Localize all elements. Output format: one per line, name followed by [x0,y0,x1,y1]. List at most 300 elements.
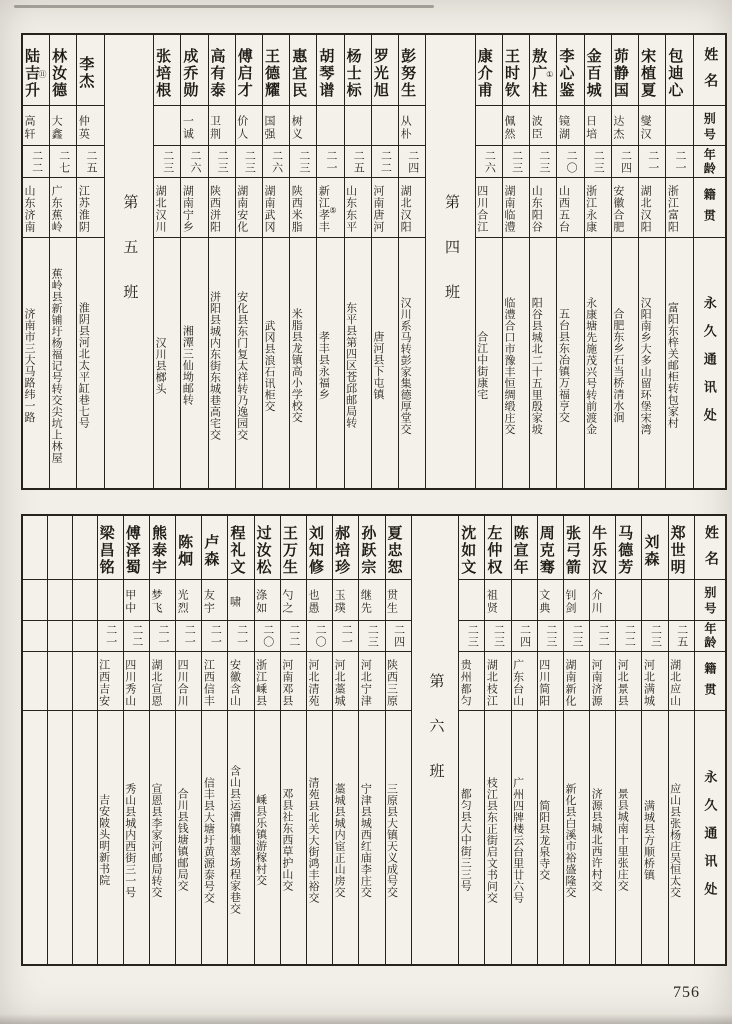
member-age: 二一 [104,624,117,648]
member-name: 王万生 [280,525,297,576]
member-address: 汉阳南乡大多山留环堡宋湾 [639,296,652,435]
empty-cell [48,580,72,621]
entry-column [358,516,384,964]
header-origin [695,652,725,711]
alias-cell [209,106,235,146]
member-name: 罗光旭 [371,47,388,99]
member-alias: 涤如 [254,589,267,615]
member-name: 熊泰宇 [149,525,166,576]
empty-cell [48,516,72,580]
entry-column [638,35,665,488]
age-cell [77,146,103,178]
member-origin: 山东济南 [22,185,35,233]
entry-column [208,35,235,488]
address-cell [538,711,563,964]
roster-table-lower [21,514,727,966]
member-name: 马德芳 [616,525,633,576]
member-name: 左仲权 [485,525,502,576]
entry-column [344,35,371,488]
origin-annotation-mark: ⑤ [328,205,338,215]
age-cell [98,621,123,652]
address-cell [307,711,332,964]
entry-column [262,35,289,488]
age-cell [538,621,563,652]
origin-cell [263,178,289,238]
origin-cell [459,652,484,711]
member-address: 简阳县龙泉寺交 [537,799,550,881]
address-cell [263,238,289,488]
member-age: 二三 [571,624,584,648]
entry-column [289,35,316,488]
member-name: 周克骞 [537,525,554,576]
member-address: 枝江县东正街启文书问交 [485,776,498,904]
alias-cell [181,106,207,146]
alias-cell [503,106,529,146]
origin-cell [281,652,306,711]
member-origin: 山西五台 [557,185,570,233]
member-origin: 安徽含山 [228,658,241,707]
member-name: 宋植夏 [639,47,656,99]
empty-cell [73,580,97,621]
member-address: 新化县白溪市裕盛隆交 [563,782,576,898]
member-age: 二三 [366,624,379,648]
origin-cell [317,178,343,238]
entry-column [23,35,49,488]
member-alias: 国强 [262,114,275,141]
member-address: 合川县钱塘镇邮局交 [176,788,189,892]
member-address: 济南市三大马路纬一路 [22,308,35,423]
member-address: 信丰县大塘圩黄源泰号交 [202,776,215,904]
member-address: 永康塘先施茂兴号转前渡金 [584,296,597,435]
class-label-column [425,35,475,488]
member-name: 傅泽蜀 [123,525,140,576]
age-cell [639,146,665,178]
member-origin: 广东台山 [511,658,524,707]
header-origin-label: 籍贯 [702,188,717,230]
empty-cell [73,516,97,580]
member-address: 合江中街康宅 [475,331,488,400]
member-address: 满城县方顺桥镇 [642,799,655,881]
class-label-cell [105,35,154,488]
alias-cell [150,580,175,621]
age-cell [50,146,76,178]
address-cell [77,238,103,488]
alias-cell [281,580,306,621]
age-cell [255,621,280,652]
member-name: 陆吉升 [22,47,39,99]
address-cell [669,711,694,964]
origin-cell [669,652,694,711]
member-origin: 湖北枝江 [485,658,498,707]
origin-cell [228,652,253,711]
member-alias: 贯生 [385,589,398,615]
age-cell [372,146,398,178]
member-age: 二三 [243,149,256,174]
class-label: 第六班 [427,672,444,808]
entry-column [584,35,611,488]
entry-column [201,516,227,964]
empty-column [72,516,97,964]
address-cell [642,711,667,964]
origin-cell [476,178,502,238]
age-cell [209,146,235,178]
member-origin: 河北景县 [616,658,629,707]
header-address-label: 永久通讯处 [702,770,718,910]
origin-cell [236,178,262,238]
member-origin: 湖南安化 [235,185,248,233]
address-cell [399,238,425,488]
header-column [693,35,725,488]
member-origin: 河北藁城 [333,658,346,707]
alias-cell [612,106,638,146]
member-origin: 江苏淮阴 [77,185,90,233]
origin-cell [386,652,411,711]
member-origin: 贵州都匀 [459,658,472,707]
origin-cell [154,178,180,238]
member-address: 五台县东冶镇万福亨交 [557,308,570,423]
entry-column [668,516,694,964]
member-name: 傅启才 [235,47,252,99]
member-origin: 河北宁津 [359,658,372,707]
age-cell [317,146,343,178]
origin-cell [538,652,563,711]
member-age: 二二 [30,149,43,174]
origin-cell [124,652,149,711]
member-address: 阳谷县城北二十五里殷家坡 [530,296,543,435]
member-address: 孝丰县永福乡 [317,331,330,400]
age-cell [666,146,692,178]
member-age: 二六 [483,149,496,174]
entry-column [502,35,529,488]
member-alias: 大鑫 [50,114,63,141]
member-alias: 祖贤 [485,589,498,615]
scan-artifact-top-edge [14,5,434,8]
member-alias: 光烈 [176,589,189,615]
member-age: 二三 [492,624,505,648]
header-alias [695,580,725,621]
entry-column [398,35,425,488]
member-name: 李杰 [77,56,94,90]
member-name: 康介甫 [475,47,492,99]
origin-cell [23,178,49,238]
alias-cell [585,106,611,146]
age-cell [345,146,371,178]
entry-column [180,35,207,488]
member-alias: 燮汉 [639,114,652,141]
alias-cell [263,106,289,146]
name-cell [476,35,502,106]
member-address: 都匀县大中街三三号 [459,788,472,892]
entry-column [332,516,358,964]
member-alias: 一诚 [181,114,194,141]
entry-column [484,516,510,964]
age-cell [459,621,484,652]
member-age: 二六 [270,149,283,174]
name-cell [612,35,638,106]
age-cell [485,621,510,652]
origin-cell [176,652,201,711]
address-cell [290,238,316,488]
name-cell [359,516,384,580]
member-alias: 树义 [290,114,303,141]
member-address: 临澧合口市豫丰恒绸缎庄交 [503,296,516,435]
member-alias: 也愚 [307,589,319,615]
address-cell [228,711,253,964]
alias-cell [616,580,641,621]
member-age: 二二 [597,624,610,648]
member-age: 二一 [157,624,170,648]
origin-cell [399,178,425,238]
entry-column [76,35,103,488]
member-alias: 介川 [590,589,603,615]
name-cell [50,35,76,106]
alias-cell [202,580,227,621]
member-address: 米脂县龙镇高小学校交 [290,308,303,423]
address-cell [23,238,49,488]
member-age: 二三 [466,624,479,648]
member-origin: 山东阳谷 [530,185,543,233]
name-cell [236,35,262,106]
name-cell [386,516,411,580]
origin-cell [181,178,207,238]
name-cell [345,35,371,106]
empty-column [23,516,47,964]
member-age: 二三 [544,624,557,648]
member-origin: 浙江富阳 [666,185,679,233]
alias-cell [317,106,343,146]
member-origin: 河南唐河 [371,185,384,233]
entry-column [49,35,76,488]
origin-cell [642,652,667,711]
member-age: 二〇 [261,624,274,648]
address-cell [503,238,529,488]
member-age: 二一 [673,149,686,174]
member-alias: 梦飞 [149,589,162,615]
age-cell [307,621,332,652]
member-address: 蕉岭县新铺圩杨福记号转交尖坑上林屋 [50,267,63,464]
member-origin: 四川合川 [176,658,189,707]
name-cell [209,35,235,106]
age-cell [202,621,227,652]
member-alias: 友宇 [202,589,215,615]
age-cell [181,146,207,178]
scan-artifact-bottom-edge [0,1014,732,1024]
name-annotation-mark: ⑪ [37,70,47,78]
member-name: 杨士标 [344,47,361,99]
header-address-label: 永久通讯处 [701,295,717,436]
entry-column [641,516,667,964]
member-age: 二二 [379,149,392,174]
member-age: 二一 [646,149,659,174]
name-cell [503,35,529,106]
member-age: 二〇 [314,624,327,648]
address-cell [154,238,180,488]
entry-column [475,35,502,488]
address-cell [345,238,371,488]
empty-cell [23,580,47,621]
age-cell [124,621,149,652]
age-cell [530,146,556,178]
name-annotation-mark: ① [545,69,555,79]
origin-cell [98,652,123,711]
name-cell [530,35,556,106]
class-label-cell [412,516,459,964]
class-label-column [104,35,154,488]
member-age: 二五 [352,149,365,174]
alias-cell [485,580,510,621]
header-name [694,35,725,106]
origin-cell [585,178,611,238]
member-age: 二四 [518,624,531,648]
member-alias: 勺之 [280,589,293,615]
entry-column [529,35,556,488]
empty-cell [73,621,97,652]
header-address [694,238,725,488]
member-age: 二二 [130,624,143,648]
address-cell [485,711,510,964]
alias-cell [154,106,180,146]
alias-cell [228,580,253,621]
member-origin: 湖北汉阳 [399,185,412,233]
origin-cell [557,178,583,238]
origin-cell [564,652,589,711]
address-cell [317,238,343,488]
entry-column [615,516,641,964]
member-alias: 从朴 [399,114,412,141]
member-alias: 甲中 [123,589,136,615]
alias-cell [639,106,665,146]
member-origin: 安徽合肥 [611,185,624,233]
member-age: 二四 [619,149,632,174]
alias-cell [345,106,371,146]
empty-cell [73,711,97,964]
address-cell [202,711,227,964]
origin-cell [50,178,76,238]
name-cell [263,35,289,106]
origin-cell [503,178,529,238]
entry-column [385,516,411,964]
member-origin: 浙江嵊县 [254,658,267,707]
origin-cell [77,178,103,238]
class-label-column [411,516,459,964]
header-age [694,146,725,178]
member-alias: 钊剑 [563,589,576,615]
header-column [694,516,725,964]
header-alias [694,106,725,146]
member-alias: 文典 [537,589,550,615]
member-name: 陈宣年 [511,525,528,576]
name-cell [585,35,611,106]
entry-column [563,516,589,964]
origin-cell [485,652,510,711]
member-name: 卢森 [202,533,219,568]
member-origin: 河南邓县 [280,658,293,707]
origin-cell [255,652,280,711]
member-name: 张培根 [154,47,171,99]
alias-cell [386,580,411,621]
member-name: 张弓箭 [563,525,580,576]
alias-cell [557,106,583,146]
member-name: 刘森 [642,533,659,568]
address-cell [209,238,235,488]
entry-column [611,35,638,488]
member-address: 淮阴县河北太平缸巷七号 [77,302,90,429]
name-cell [538,516,563,580]
origin-cell [616,652,641,711]
entry-column [235,35,262,488]
address-cell [386,711,411,964]
age-cell [512,621,537,652]
member-age: 二三 [592,149,605,174]
member-age: 二一 [340,624,353,648]
member-alias: 高轩 [22,114,35,141]
address-cell [512,711,537,964]
age-cell [386,621,411,652]
member-name: 牛乐汉 [590,525,607,576]
member-name: 敖广柱 [530,47,547,99]
member-alias: 价人 [235,114,248,141]
name-cell [557,35,583,106]
member-origin: 浙江永康 [584,185,597,233]
entry-column [316,35,343,488]
alias-cell [530,106,556,146]
alias-cell [669,580,694,621]
empty-cell [73,652,97,711]
member-origin: 湖北汉阳 [639,185,652,233]
member-name: 惠宜民 [290,47,307,99]
header-origin [694,178,725,238]
member-origin: 四川简阳 [537,658,550,707]
member-origin: 湖北宣恩 [149,658,162,707]
member-origin: 江西信丰 [202,658,215,707]
age-cell [150,621,175,652]
member-address: 武冈县浪石讯柜交 [262,319,275,412]
member-name: 高有泰 [208,47,225,99]
alias-cell [307,580,332,621]
address-cell [359,711,384,964]
empty-column [47,516,72,964]
entry-column [227,516,253,964]
address-cell [50,238,76,488]
alias-cell [590,580,615,621]
member-origin: 湖北汉川 [154,185,167,233]
header-alias-label: 别号 [702,586,717,618]
member-origin: 湖南临澧 [503,185,516,233]
age-cell [228,621,253,652]
alias-cell [476,106,502,146]
entry-column [280,516,306,964]
member-origin: 河南济源 [590,658,603,707]
alias-cell [176,580,201,621]
age-cell [642,621,667,652]
age-cell [236,146,262,178]
entry-column [458,516,484,964]
age-cell [359,621,384,652]
member-age: 二一 [235,624,248,648]
address-cell [459,711,484,964]
alias-cell [512,580,537,621]
name-cell [669,516,694,580]
member-address: 景县城南十里张庄交 [616,788,629,892]
name-cell [23,35,49,106]
member-alias: 仲英 [77,114,90,141]
address-cell [333,711,358,964]
entry-column [97,516,123,964]
member-origin: 湖南宁乡 [181,185,194,233]
age-cell [281,621,306,652]
alias-cell [372,106,398,146]
member-address: 秀山县城内西街三一号 [123,782,136,898]
